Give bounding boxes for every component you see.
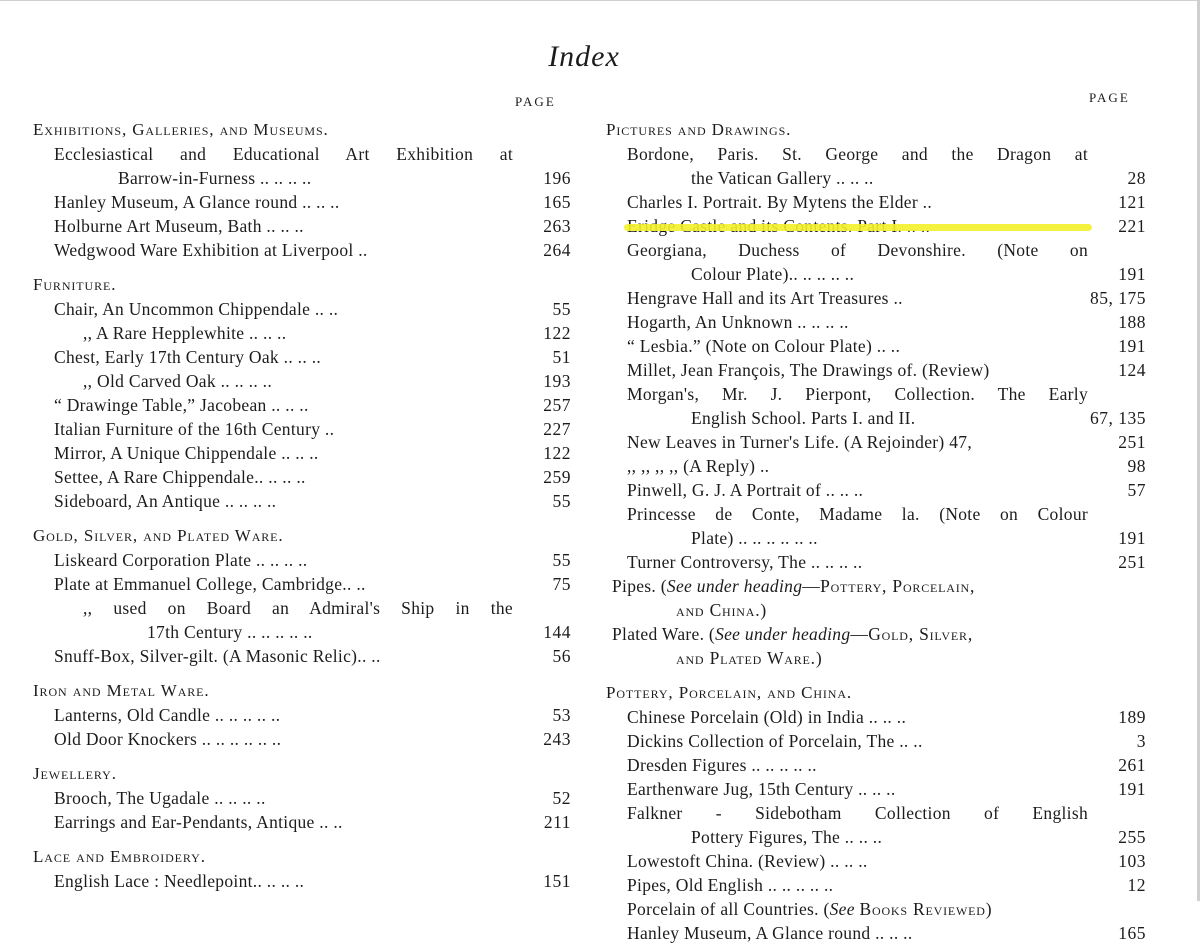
index-entry <box>33 417 571 441</box>
right-index-column <box>606 118 1146 945</box>
index-entry <box>33 214 571 238</box>
page-number: 165 <box>1118 923 1146 943</box>
index-entry <box>33 369 571 393</box>
index-entry-text: Plate at Emmanuel College, Cambridge.. .. <box>54 574 366 594</box>
left-column-page-label: PAGE <box>515 94 556 109</box>
index-entry <box>606 190 1146 214</box>
page-number: 151 <box>543 871 571 891</box>
cross-reference-entry <box>606 622 1146 670</box>
page-number: 259 <box>543 467 571 487</box>
index-entry <box>606 550 1146 574</box>
index-entry-text: Brooch, The Ugadale .. .. .. .. <box>54 788 266 808</box>
index-entry-text: Ecclesiastical and Educational Art Exhibition at <box>54 144 513 164</box>
index-entry-text: Georgiana, Duchess of Devonshire. (Note on <box>627 240 1088 260</box>
page-number: 51 <box>552 347 571 367</box>
page-number: 121 <box>1118 192 1146 212</box>
index-entry <box>606 753 1146 777</box>
index-entry-text: Chair, An Uncommon Chippendale .. .. <box>54 299 339 319</box>
index-entry <box>606 358 1146 382</box>
index-entry <box>33 644 571 668</box>
index-entry-text: Princesse de Conte, Madame la. (Note on Colour <box>627 504 1088 524</box>
right-column-page-label: PAGE <box>1089 90 1130 105</box>
index-entry-text: Hengrave Hall and its Art Treasures .. <box>627 288 903 308</box>
section-gap <box>33 262 571 273</box>
yellow-highlight-underline <box>624 224 1092 231</box>
index-entry <box>606 238 1146 286</box>
section-heading: Pottery, Porcelain, and China. <box>606 683 853 702</box>
page-number: 211 <box>543 812 571 832</box>
page-title: Index <box>548 40 620 73</box>
index-entry-text: Holburne Art Museum, Bath .. .. .. <box>54 216 304 236</box>
section-heading: Exhibitions, Galleries, and Museums. <box>33 120 329 139</box>
page-number: 57 <box>1127 480 1146 500</box>
section-heading: Iron and Metal Ware. <box>33 681 210 700</box>
page-number: 144 <box>543 622 571 642</box>
index-entry-text: Morgan's, Mr. J. Pierpont, Collection. The Early <box>627 384 1088 404</box>
page-number: 124 <box>1118 360 1146 380</box>
section-gap <box>33 513 571 524</box>
index-entry-text: ,, ,, ,, ,, (A Reply) .. <box>627 456 770 476</box>
index-entry-text: Snuff-Box, Silver-gilt. (A Masonic Relic).. .. <box>54 646 381 666</box>
index-entry <box>606 873 1146 897</box>
index-entry-text: Old Door Knockers .. .. .. .. .. .. <box>54 729 282 749</box>
index-entry-text: Settee, A Rare Chippendale.. .. .. .. <box>54 467 306 487</box>
index-entry <box>33 345 571 369</box>
page-number: 98 <box>1127 456 1146 476</box>
cross-reference-entry <box>606 574 1146 622</box>
index-entry-text: “ Drawinge Table,” Jacobean .. .. .. <box>54 395 309 415</box>
page-number: 243 <box>543 729 571 749</box>
page-number: 227 <box>543 419 571 439</box>
index-entry <box>33 596 571 644</box>
page-number: 221 <box>1118 216 1146 236</box>
index-entry <box>33 393 571 417</box>
page-number: 191 <box>1118 264 1146 284</box>
index-entry <box>33 142 571 190</box>
page-number: 191 <box>1118 528 1146 548</box>
page-number: 193 <box>543 371 571 391</box>
section-heading: Pictures and Drawings. <box>606 120 792 139</box>
index-entry <box>606 801 1146 849</box>
page-number: 52 <box>552 788 571 808</box>
section-heading: Jewellery. <box>33 764 117 783</box>
page-number: 55 <box>552 299 571 319</box>
index-entry <box>33 786 571 810</box>
index-entry <box>606 286 1146 310</box>
index-entry-text: Wedgwood Ware Exhibition at Liverpool .. <box>54 240 368 260</box>
index-entry <box>606 382 1146 430</box>
page-number: 67, 135 <box>1090 408 1146 428</box>
index-entry <box>33 321 571 345</box>
index-entry <box>606 430 1146 454</box>
page-number: 55 <box>552 550 571 570</box>
page-number: 191 <box>1118 779 1146 799</box>
index-entry-text: Earrings and Ear-Pendants, Antique .. .. <box>54 812 343 832</box>
index-entry <box>33 727 571 751</box>
page-number: 196 <box>543 168 571 188</box>
index-entry-text: Pinwell, G. J. A Portrait of .. .. .. <box>627 480 864 500</box>
page-number: 85, 175 <box>1090 288 1146 308</box>
index-entry-text: Chinese Porcelain (Old) in India .. .. .. <box>627 707 907 727</box>
page-number: 103 <box>1118 851 1146 871</box>
index-entry-text: Falkner - Sidebotham Collection of English <box>627 803 1088 823</box>
page-number: 264 <box>543 240 571 260</box>
index-entry <box>606 334 1146 358</box>
index-entry-text: Turner Controversy, The .. .. .. .. <box>627 552 863 572</box>
index-entry <box>33 810 571 834</box>
index-entry-text: Millet, Jean François, The Drawings of. (Review) <box>627 360 990 380</box>
page-number: 56 <box>552 646 571 666</box>
index-entry-text: Earthenware Jug, 15th Century .. .. .. <box>627 779 896 799</box>
page-number: 55 <box>552 491 571 511</box>
index-entry-text: Hanley Museum, A Glance round .. .. .. <box>627 923 913 943</box>
index-entry-text: Hogarth, An Unknown .. .. .. .. <box>627 312 849 332</box>
index-entry-text: Italian Furniture of the 16th Century .. <box>54 419 335 439</box>
index-entry-text: Lowestoft China. (Review) .. .. .. <box>627 851 868 871</box>
left-index-column <box>33 118 571 893</box>
cross-reference-line: Plated Ware. (See under heading—Gold, Silver, <box>612 624 974 644</box>
index-entry-text: English School. Parts I. and II. <box>691 408 916 428</box>
page-number: 53 <box>552 705 571 725</box>
index-entry <box>33 190 571 214</box>
index-entry <box>606 454 1146 478</box>
index-entry <box>33 238 571 262</box>
index-entry <box>33 489 571 513</box>
section-gap <box>33 751 571 762</box>
page-number: 255 <box>1118 827 1146 847</box>
page-number: 165 <box>543 192 571 212</box>
index-entry <box>606 849 1146 873</box>
index-entry <box>606 310 1146 334</box>
index-entry-text: Hanley Museum, A Glance round .. .. .. <box>54 192 340 212</box>
index-entry <box>606 777 1146 801</box>
section-gap <box>33 834 571 845</box>
page-number: 257 <box>543 395 571 415</box>
section-gap <box>33 668 571 679</box>
index-entry-text: Sideboard, An Antique .. .. .. .. <box>54 491 277 511</box>
page-number: 251 <box>1118 432 1146 452</box>
index-entry <box>606 705 1146 729</box>
index-entry-text: Charles I. Portrait. By Mytens the Elder .. <box>627 192 932 212</box>
page-number: 3 <box>1136 731 1146 751</box>
section-heading: Lace and Embroidery. <box>33 847 206 866</box>
index-entry-text: Pipes, Old English .. .. .. .. .. <box>627 875 834 895</box>
index-entry-text: Liskeard Corporation Plate .. .. .. .. <box>54 550 308 570</box>
index-entry <box>33 548 571 572</box>
section-gap <box>606 670 1146 681</box>
index-entry-text: Pottery Figures, The .. .. .. <box>691 827 883 847</box>
index-entry-text: Barrow-in-Furness .. .. .. .. <box>118 168 312 188</box>
index-entry <box>606 729 1146 753</box>
page-number: 28 <box>1127 168 1146 188</box>
index-entry-text: Lanterns, Old Candle .. .. .. .. .. <box>54 705 281 725</box>
cross-reference-line: Pipes. (See under heading—Pottery, Porcelain, <box>612 576 976 596</box>
index-entry-text: Bordone, Paris. St. George and the Dragon at <box>627 144 1088 164</box>
index-entry <box>33 465 571 489</box>
page-top-border <box>0 0 1200 1</box>
index-entry-text: Plate) .. .. .. .. .. .. <box>691 528 818 548</box>
index-entry-text: the Vatican Gallery .. .. .. <box>691 168 874 188</box>
index-entry-text: Chest, Early 17th Century Oak .. .. .. <box>54 347 322 367</box>
page-number: 263 <box>543 216 571 236</box>
page-number: 191 <box>1118 336 1146 356</box>
index-entry <box>33 441 571 465</box>
page-number: 12 <box>1127 875 1146 895</box>
page-number: 251 <box>1118 552 1146 572</box>
index-entry-text: ,, used on Board an Admiral's Ship in the <box>83 598 513 618</box>
page-number: 122 <box>543 443 571 463</box>
index-entry-text: Dresden Figures .. .. .. .. .. <box>627 755 817 775</box>
index-entry-text: Mirror, A Unique Chippendale .. .. .. <box>54 443 319 463</box>
index-entry-text: New Leaves in Turner's Life. (A Rejoinder) 47, <box>627 432 973 452</box>
index-entry <box>33 869 571 893</box>
page-number: 75 <box>552 574 571 594</box>
page-number: 261 <box>1118 755 1146 775</box>
section-heading: Furniture. <box>33 275 117 294</box>
cross-reference-line: and Plated Ware.) <box>676 648 823 668</box>
cross-reference-line: and China.) <box>676 600 768 620</box>
index-entry-text: Porcelain of all Countries. (See Books Reviewed) <box>627 899 992 919</box>
index-entry <box>606 502 1146 550</box>
section-heading: Gold, Silver, and Plated Ware. <box>33 526 284 545</box>
index-entry <box>33 703 571 727</box>
index-entry <box>33 572 571 596</box>
index-entry-text: Colour Plate).. .. .. .. .. <box>691 264 855 284</box>
page-number: 188 <box>1118 312 1146 332</box>
index-entry <box>606 478 1146 502</box>
index-entry-text: ,, A Rare Hepplewhite .. .. .. <box>83 323 287 343</box>
index-entry <box>606 142 1146 190</box>
page-number: 122 <box>543 323 571 343</box>
index-entry-text: Dickins Collection of Porcelain, The .. .. <box>627 731 923 751</box>
index-entry-text: English Lace : Needlepoint.. .. .. .. <box>54 871 305 891</box>
index-entry-text: “ Lesbia.” (Note on Colour Plate) .. .. <box>627 336 901 356</box>
index-entry <box>33 297 571 321</box>
index-entry-text: ,, Old Carved Oak .. .. .. .. <box>83 371 273 391</box>
page-number: 189 <box>1118 707 1146 727</box>
index-entry <box>606 921 1146 945</box>
index-entry-text: 17th Century .. .. .. .. .. <box>147 622 313 642</box>
